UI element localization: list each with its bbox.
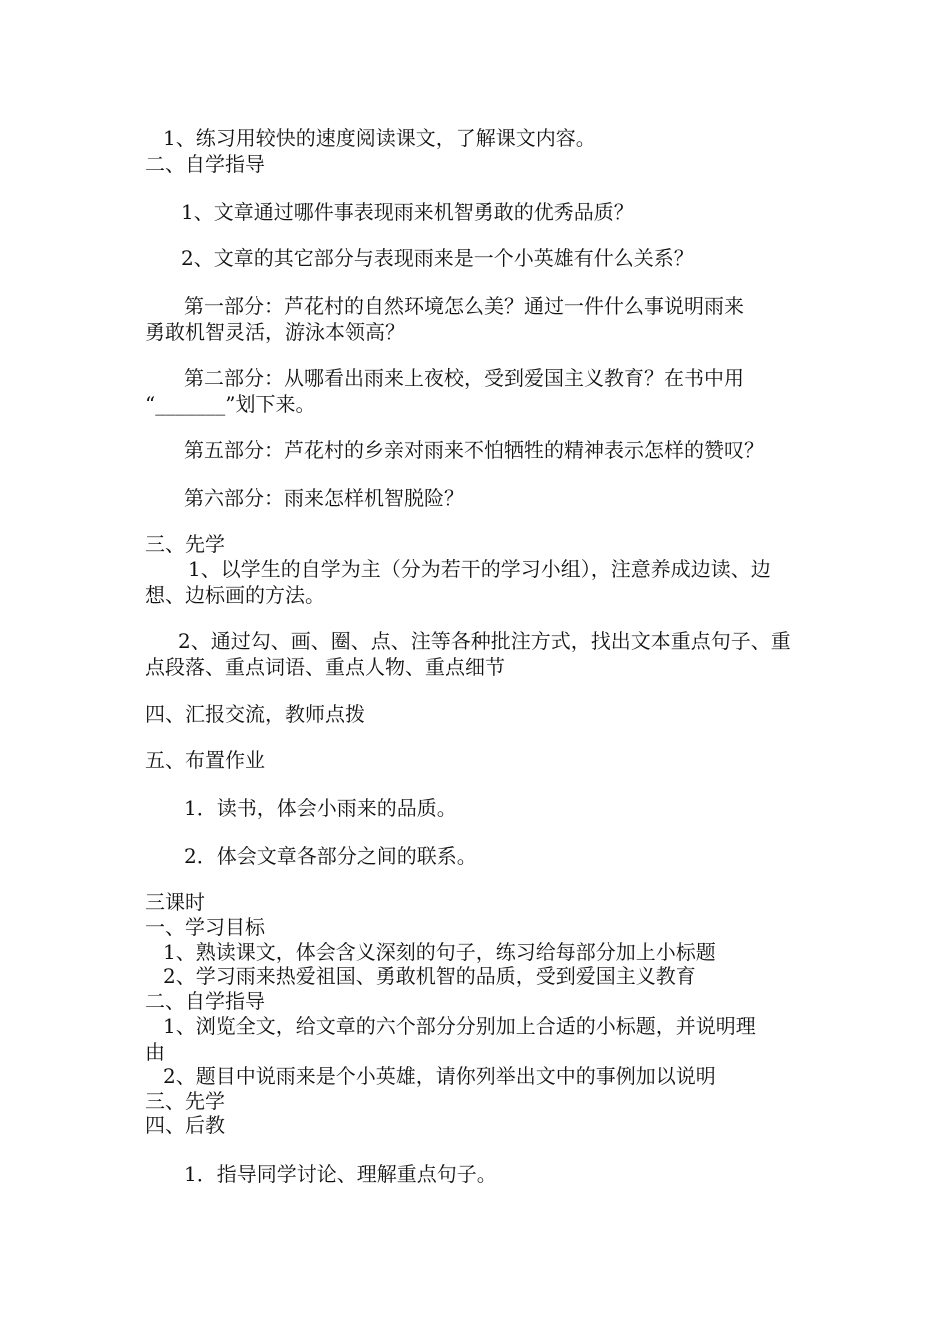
section-heading: 五、布置作业	[145, 748, 265, 772]
lesson-heading: 三课时	[145, 890, 205, 914]
section-heading: 二、自学指导	[145, 152, 265, 176]
section-heading: 二、自学指导	[145, 989, 265, 1013]
section-heading: 四、后教	[145, 1113, 225, 1137]
text-line: 2、题目中说雨来是个小英雄，请你列举出文中的事例加以说明	[163, 1064, 716, 1088]
text-line: 想、边标画的方法。	[145, 583, 325, 607]
section-heading: 四、汇报交流，教师点拨	[145, 702, 365, 726]
text-line: 2、学习雨来热爱祖国、勇敢机智的品质，受到爱国主义教育	[163, 964, 696, 988]
text-line: 勇敢机智灵活，游泳本领高？	[145, 320, 405, 344]
text-line: 1、练习用较快的速度阅读课文，了解课文内容。	[163, 126, 596, 150]
text-line: 第二部分：从哪看出雨来上夜校，受到爱国主义教育？在书中用	[184, 366, 744, 390]
text-line: 第一部分：芦花村的自然环境怎么美？通过一件什么事说明雨来	[184, 294, 744, 318]
text-line: 2．体会文章各部分之间的联系。	[184, 844, 477, 868]
section-heading: 三、先学	[145, 1089, 225, 1113]
text-line: 点段落、重点词语、重点人物、重点细节	[145, 655, 505, 679]
text-line: 1、浏览全文，给文章的六个部分分别加上合适的小标题，并说明理	[163, 1014, 756, 1038]
section-heading: 三、先学	[145, 532, 225, 556]
text-line: 1、熟读课文，体会含义深刻的句子，练习给每部分加上小标题	[163, 940, 716, 964]
text-line: 1．指导同学讨论、理解重点句子。	[184, 1162, 497, 1186]
text-line: 2、通过勾、画、圈、点、注等各种批注方式，找出文本重点句子、重	[178, 629, 791, 653]
text-line: 第五部分：芦花村的乡亲对雨来不怕牺牲的精神表示怎样的赞叹？	[184, 438, 764, 462]
text-line: 1．读书，体会小雨来的品质。	[184, 796, 457, 820]
text-line: “_______”划下来。	[145, 392, 316, 416]
text-line: 由	[145, 1040, 165, 1064]
text-line: 1、文章通过哪件事表现雨来机智勇敢的优秀品质？	[181, 200, 634, 224]
text-line: 2、文章的其它部分与表现雨来是一个小英雄有什么关系？	[181, 246, 694, 270]
text-line: 1、以学生的自学为主（分为若干的学习小组），注意养成边读、边	[188, 557, 771, 581]
section-heading: 一、学习目标	[145, 915, 265, 939]
text-line: 第六部分：雨来怎样机智脱险？	[184, 486, 464, 510]
